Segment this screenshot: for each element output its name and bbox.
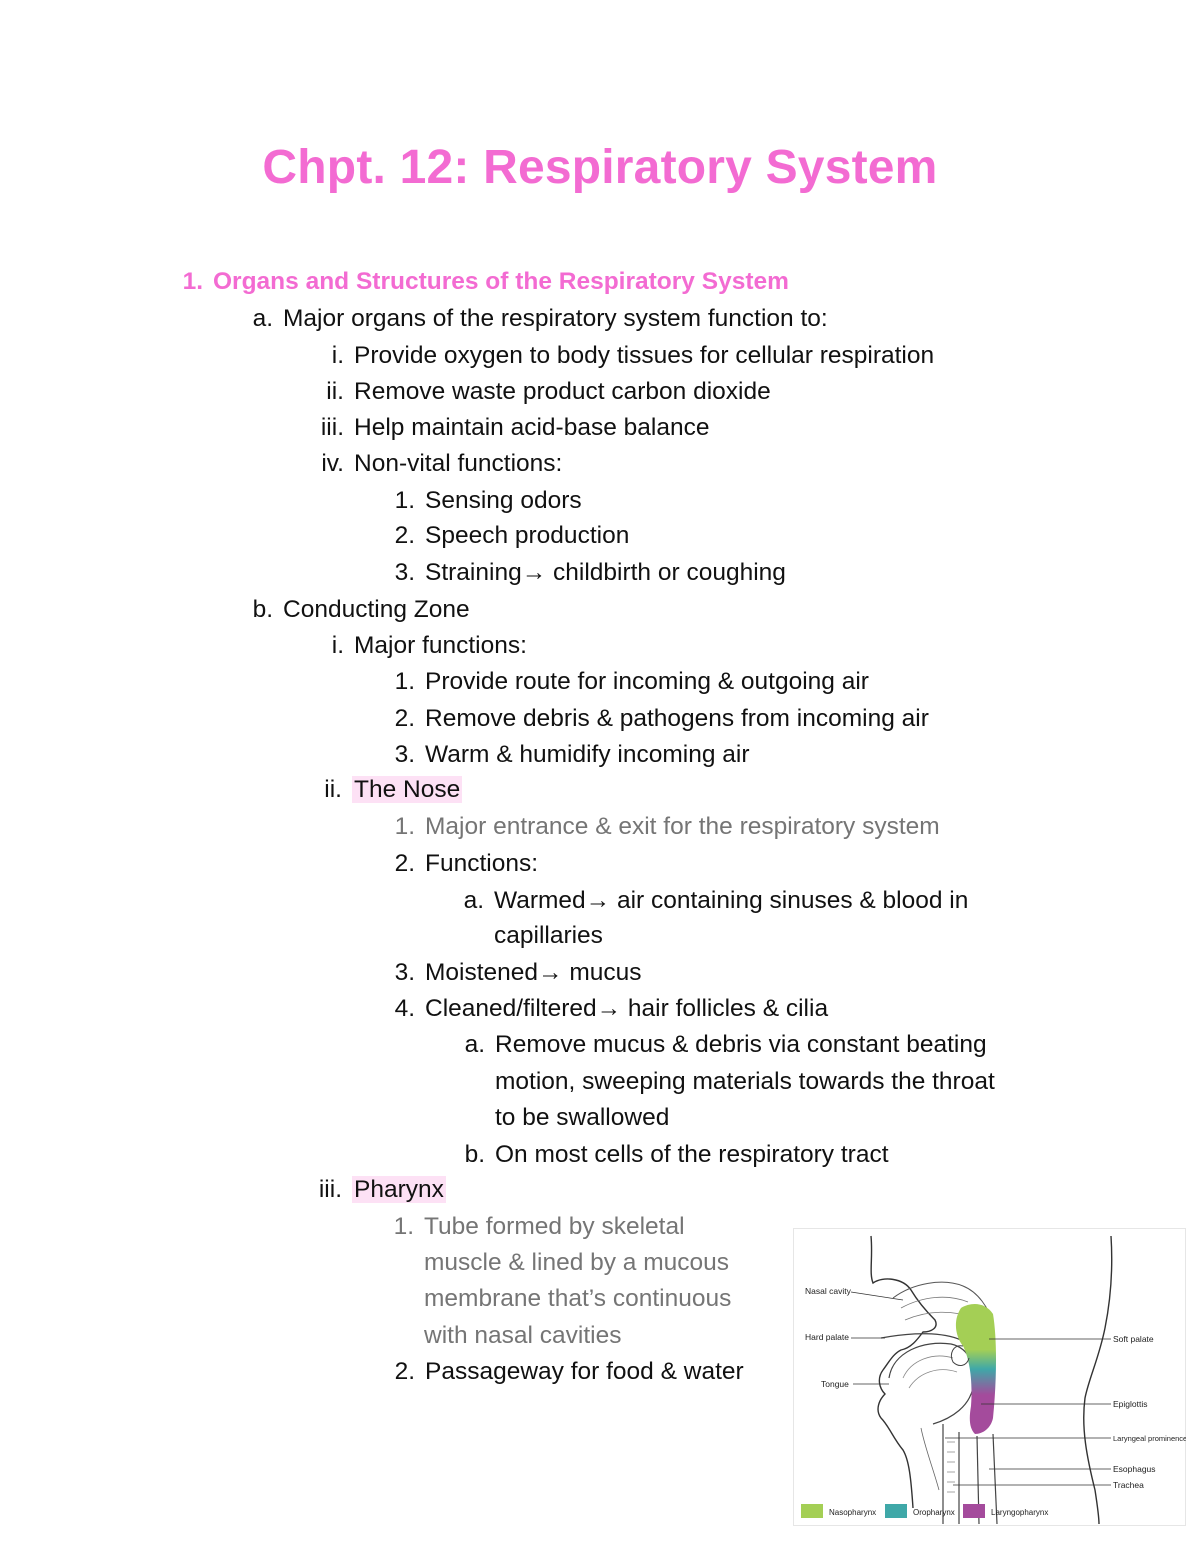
label-trachea: Trachea (1113, 1480, 1144, 1490)
outline-item-pharynx (318, 1175, 446, 1205)
legend-label-oropharynx: Oropharynx (913, 1508, 955, 1517)
list-roman: iii. (320, 414, 344, 441)
list-item-continuation: motion, sweeping materials towards the throat (495, 1068, 995, 1095)
list-item-text: Warm & humidify incoming air (425, 741, 750, 768)
label-nasal-cavity: Nasal cavity (805, 1286, 851, 1296)
list-number: 3. (394, 559, 415, 586)
outline-item-b (252, 595, 470, 625)
list-item-text: Provide route for incoming & outgoing air (425, 668, 869, 695)
list-item-text: Moistened→ mucus (425, 959, 642, 986)
legend-swatch-laryngopharynx (963, 1504, 985, 1518)
list-item (394, 667, 869, 697)
list-item-text: Tube formed by skeletal (424, 1213, 685, 1240)
list-roman: i. (331, 632, 344, 659)
list-item (394, 558, 786, 588)
outline-text: Major organs of the respiratory system function to: (283, 305, 828, 332)
list-item (331, 341, 935, 371)
label-soft-palate: Soft palate (1113, 1334, 1154, 1344)
outline-text: Conducting Zone (283, 596, 470, 623)
list-item (394, 486, 582, 516)
list-item (394, 740, 750, 770)
list-number: 3. (394, 741, 415, 768)
list-roman: iii. (318, 1176, 342, 1203)
list-letter: a. (463, 887, 484, 914)
legend-swatch-nasopharynx (801, 1504, 823, 1518)
list-number: 2. (394, 850, 415, 877)
list-roman: iv. (321, 450, 344, 477)
list-item-continuation: to be swallowed (495, 1104, 670, 1131)
list-item-continuation: muscle & lined by a mucous (424, 1249, 730, 1276)
page-title: Chpt. 12: Respiratory System (262, 141, 938, 194)
highlighted-heading: Pharynx (354, 1176, 444, 1203)
list-item-continuation: membrane that’s continuous (424, 1285, 732, 1312)
list-letter: b. (464, 1141, 485, 1168)
list-item-text: Functions: (425, 850, 539, 877)
label-laryngeal-prominence: Laryngeal prominence (1113, 1434, 1186, 1443)
list-item (394, 849, 539, 879)
label-tongue: Tongue (821, 1379, 849, 1389)
list-item-text: Major functions: (354, 632, 527, 659)
legend-label-laryngopharynx: Laryngopharynx (991, 1508, 1049, 1517)
pharynx-diagram-svg (793, 1228, 1186, 1526)
label-epiglottis: Epiglottis (1113, 1399, 1148, 1409)
list-item (394, 1357, 744, 1387)
label-esophagus: Esophagus (1113, 1464, 1156, 1474)
list-item (393, 1212, 685, 1242)
list-item-continuation: capillaries (494, 922, 603, 949)
list-letter: a. (252, 305, 273, 332)
list-letter: b. (252, 596, 273, 623)
list-item-text: Warmed→ air containing sinuses & blood in (494, 887, 969, 914)
legend-swatch-oropharynx (885, 1504, 907, 1518)
list-number: 1. (394, 668, 415, 695)
list-item (394, 958, 642, 988)
list-number: 1. (394, 487, 415, 514)
list-item-text: On most cells of the respiratory tract (495, 1141, 889, 1168)
list-item-text: Speech production (425, 522, 630, 549)
list-item-text: Passageway for food & water (425, 1358, 744, 1385)
list-item-continuation: with nasal cavities (424, 1322, 622, 1349)
list-item-text: Non-vital functions: (354, 450, 563, 477)
pharynx-diagram (793, 1228, 1186, 1526)
list-item-text: Remove debris & pathogens from incoming air (425, 705, 929, 732)
list-item (464, 1030, 987, 1060)
list-item (321, 449, 563, 479)
list-number: 2. (394, 1358, 415, 1385)
list-item (394, 521, 630, 551)
list-item-text: Remove waste product carbon dioxide (354, 378, 771, 405)
list-roman: ii. (326, 378, 344, 405)
list-item-text: Sensing odors (425, 487, 582, 514)
list-item (326, 377, 771, 407)
list-number: 4. (394, 995, 415, 1022)
list-item-text: Cleaned/filtered→ hair follicles & cilia (425, 995, 829, 1022)
list-letter: a. (464, 1031, 485, 1058)
list-item (394, 704, 929, 734)
list-number: 1. (394, 813, 415, 840)
outline-item-nose (324, 775, 462, 805)
list-item-text: Remove mucus & debris via constant beating (495, 1031, 987, 1058)
list-number: 1. (393, 1213, 414, 1240)
list-item-text: Provide oxygen to body tissues for cellular respiration (354, 342, 935, 369)
list-item (320, 413, 710, 443)
list-number: 2. (394, 522, 415, 549)
label-hard-palate: Hard palate (805, 1332, 849, 1342)
list-item (394, 994, 829, 1024)
list-roman: ii. (324, 776, 342, 803)
list-item (331, 631, 527, 661)
list-number: 3. (394, 959, 415, 986)
list-item (463, 886, 969, 916)
list-item-text: Major entrance & exit for the respiratory system (425, 813, 940, 840)
legend-label-nasopharynx: Nasopharynx (829, 1508, 877, 1517)
list-roman: i. (331, 342, 344, 369)
list-number: 2. (394, 705, 415, 732)
list-item-text: Help maintain acid-base balance (354, 414, 710, 441)
section-heading-text: Organs and Structures of the Respiratory System (213, 268, 789, 295)
outline-item-a (252, 304, 828, 334)
highlighted-heading: The Nose (354, 776, 461, 803)
list-item (394, 812, 940, 842)
list-item (464, 1140, 889, 1170)
section-heading (182, 267, 789, 297)
list-item-text: Straining→ childbirth or coughing (425, 559, 786, 586)
list-number: 1. (182, 268, 203, 295)
